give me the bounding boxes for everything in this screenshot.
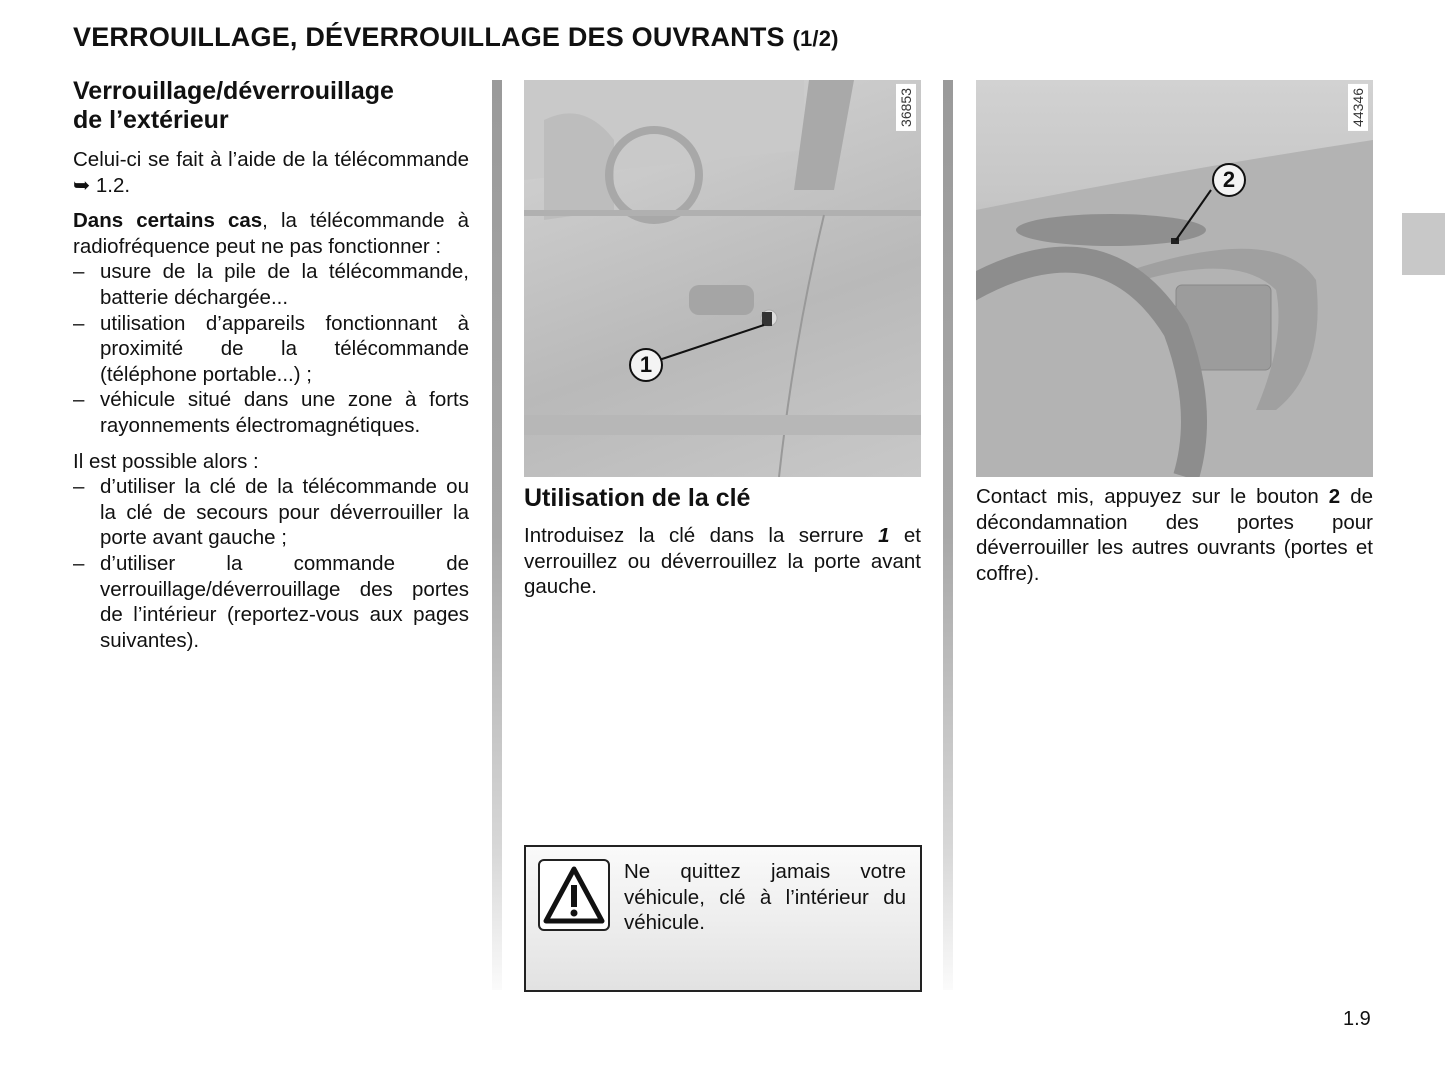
intro-paragraph — [73, 147, 469, 198]
cases-paragraph — [73, 208, 469, 259]
warning-text: Ne quittez jamais votre véhicule, clé à l’intérieur du véhicule. — [624, 860, 906, 935]
dashboard-drawing-icon — [976, 80, 1373, 477]
chapter-side-tab — [1402, 213, 1445, 275]
button-reference: 2 — [1328, 485, 1341, 508]
list-item — [73, 551, 469, 653]
cases-text: , la télécommande à radiofréquence peut ne pas fonctionner : — [73, 209, 469, 258]
page-title — [73, 22, 839, 53]
section-heading-key: Utilisation de la clé — [524, 484, 751, 512]
list-item-text: d’utiliser la commande de verrouillage/déverrouillage des portes de l’intérieur (reportez-vous aux pages suivantes). — [100, 551, 469, 652]
column-divider — [492, 80, 502, 990]
page-reference-arrow-icon: ➥ — [73, 173, 91, 197]
callout-2-button: 2 — [1212, 163, 1246, 197]
possible-paragraph: Il est possible alors : — [73, 449, 259, 473]
heading-line: Verrouillage/déverrouillage — [73, 77, 394, 105]
page-reference-link[interactable]: 1.2. — [95, 173, 131, 197]
heading-line: de l’extérieur — [73, 106, 229, 134]
column-key-usage — [524, 484, 921, 610]
possible-list — [73, 474, 469, 653]
list-item — [73, 387, 469, 438]
intro-text: Celui-ci se fait à l’aide de la télécommande — [73, 148, 469, 171]
dash-bullet: – — [73, 475, 85, 499]
warning-triangle-icon — [538, 859, 610, 931]
dash-bullet: – — [73, 311, 85, 335]
key-text: Introduisez la clé dans la serrure — [524, 524, 879, 547]
door-lock-illustration — [524, 80, 921, 477]
lock-reference: 1 — [878, 524, 890, 547]
car-door-drawing-icon — [524, 80, 921, 477]
key-text: et verrouillez ou déverrouillez la porte avant gauche. — [524, 524, 921, 599]
dash-bullet: – — [73, 260, 85, 284]
dash-bullet: – — [73, 388, 85, 412]
cases-list — [73, 259, 469, 438]
dash-bullet: – — [73, 551, 85, 575]
page-title-text: VERROUILLAGE, DÉVERROUILLAGE DES OUVRANTS — [73, 22, 785, 52]
button-text: de décondamnation des portes pour déverrouiller les autres ouvrants (portes et coffre). — [976, 485, 1373, 585]
dashboard-button-illustration — [976, 80, 1373, 477]
list-item — [73, 311, 469, 388]
list-item — [73, 259, 469, 310]
key-paragraph — [524, 523, 921, 600]
list-item-text: usure de la pile de la télécommande, batterie déchargée... — [100, 260, 469, 309]
column-divider — [943, 80, 953, 990]
figure-code: 36853 — [896, 84, 916, 131]
button-text: Contact mis, appuyez sur le bouton — [976, 485, 1329, 508]
column-interior-unlock — [976, 484, 1373, 596]
cases-bold: Dans certains cas — [73, 209, 263, 233]
figure-code: 44346 — [1348, 84, 1368, 131]
list-item-text: véhicule situé dans une zone à forts rayonnements électromagnétiques. — [100, 388, 469, 437]
list-item-text: d’utiliser la clé de la télécommande ou la clé de secours pour déverrouiller la porte avant gauche ; — [100, 475, 469, 550]
page-title-part: (1/2) — [792, 26, 839, 51]
list-item-text: utilisation d’appareils fonctionnant à proximité de la télécommande (téléphone portable...) ; — [100, 311, 469, 386]
section-heading-exterior — [73, 77, 469, 135]
list-item — [73, 474, 469, 551]
page-number: 1.9 — [1343, 1008, 1371, 1030]
warning-box — [524, 845, 922, 992]
column-exterior-locking — [73, 77, 469, 653]
button-paragraph — [976, 484, 1373, 586]
callout-1-lock: 1 — [629, 348, 663, 382]
